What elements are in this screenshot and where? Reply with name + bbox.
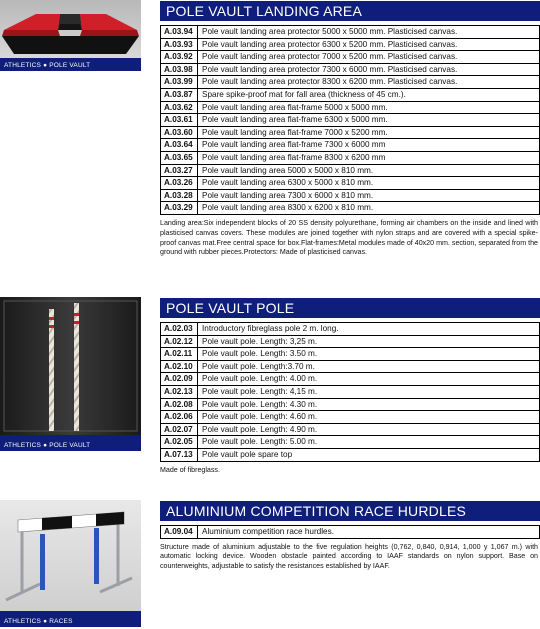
product-code: A.03.65 bbox=[161, 152, 198, 164]
table-row bbox=[160, 126, 540, 140]
category-label: ATHLETICS ● POLE VAULT bbox=[4, 62, 91, 69]
product-code: A.03.60 bbox=[161, 127, 198, 139]
product-code: A.03.26 bbox=[161, 177, 198, 189]
table-row bbox=[160, 525, 540, 539]
table-row bbox=[160, 347, 540, 361]
product-description: Pole vault landing area flat-frame 6300 x 5000 mm. bbox=[202, 115, 388, 125]
product-description: Pole vault landing area flat-frame 7300 x 6000 mm bbox=[202, 140, 386, 150]
product-code: A.03.87 bbox=[161, 89, 198, 101]
table-row bbox=[160, 423, 540, 437]
product-code: A.03.93 bbox=[161, 39, 198, 51]
product-description: Pole vault pole. Length: 5.00 m. bbox=[202, 437, 318, 447]
product-description: Pole vault landing area 7300 x 6000 x 810 mm. bbox=[202, 190, 374, 200]
table-row bbox=[160, 322, 540, 336]
product-table bbox=[160, 25, 540, 215]
product-description: Pole vault landing area 8300 x 6200 x 810 mm. bbox=[202, 203, 374, 213]
section-note: Made of fibreglass. bbox=[160, 465, 220, 474]
product-description: Pole vault landing area protector 7000 x 5200 mm. Plasticised canvas. bbox=[202, 52, 458, 62]
product-code: A.09.04 bbox=[161, 526, 198, 538]
product-description: Aluminium competition race hurdles. bbox=[202, 527, 334, 536]
product-description: Pole vault pole. Length:3.70 m. bbox=[202, 361, 315, 371]
table-row bbox=[160, 398, 540, 412]
table-row bbox=[160, 113, 540, 127]
product-code: A.03.64 bbox=[161, 139, 198, 151]
product-description: Pole vault pole spare top bbox=[202, 449, 293, 459]
pole-section bbox=[160, 298, 540, 475]
product-table bbox=[160, 322, 540, 462]
product-code: A.02.03 bbox=[161, 323, 198, 335]
product-description: Introductory fibreglass pole 2 m. long. bbox=[202, 324, 339, 333]
product-code: A.07.13 bbox=[161, 449, 198, 461]
product-description: Pole vault landing area 6300 x 5000 x 810 mm. bbox=[202, 178, 374, 188]
hurdles-section bbox=[160, 501, 540, 572]
product-code: A.03.92 bbox=[161, 51, 198, 63]
hurdles-photo bbox=[0, 500, 141, 611]
product-description: Pole vault pole. Length: 4.00 m. bbox=[202, 374, 318, 384]
product-description: Spare spike-proof mat for fall area (thickness of 45 cm.). bbox=[202, 89, 406, 99]
pole-photo-panel bbox=[0, 297, 141, 451]
table-row bbox=[160, 63, 540, 77]
category-label: ATHLETICS ● RACES bbox=[4, 618, 73, 625]
table-row bbox=[160, 101, 540, 115]
product-description: Pole vault landing area protector 7300 x 6000 mm. Plasticised canvas. bbox=[202, 64, 458, 74]
table-row bbox=[160, 372, 540, 386]
product-description: Pole vault pole. Length: 4,15 m. bbox=[202, 386, 318, 396]
section-title: POLE VAULT LANDING AREA bbox=[160, 1, 540, 21]
landing-area-photo-panel bbox=[0, 0, 141, 71]
product-code: A.02.08 bbox=[161, 399, 198, 411]
product-code: A.02.09 bbox=[161, 373, 198, 385]
product-code: A.03.28 bbox=[161, 190, 198, 202]
table-row bbox=[160, 138, 540, 152]
product-code: A.02.12 bbox=[161, 336, 198, 348]
table-row bbox=[160, 176, 540, 190]
section-title: ALUMINIUM COMPETITION RACE HURDLES bbox=[160, 501, 540, 521]
product-description: Pole vault landing area protector 8300 x 6200 mm. Plasticised canvas. bbox=[202, 77, 458, 87]
product-code: A.03.27 bbox=[161, 165, 198, 177]
table-row bbox=[160, 448, 540, 462]
product-description: Pole vault landing area flat-frame 5000 x 5000 mm. bbox=[202, 102, 388, 112]
product-code: A.03.94 bbox=[161, 26, 198, 38]
product-code: A.03.98 bbox=[161, 64, 198, 76]
product-code: A.02.06 bbox=[161, 411, 198, 423]
table-row bbox=[160, 50, 540, 64]
product-description: Pole vault landing area protector 5000 x 5000 mm. Plasticised canvas. bbox=[202, 27, 458, 36]
table-row bbox=[160, 385, 540, 399]
table-row bbox=[160, 360, 540, 374]
product-code: A.03.61 bbox=[161, 114, 198, 126]
category-label: ATHLETICS ● POLE VAULT bbox=[4, 442, 91, 449]
product-code: A.02.07 bbox=[161, 424, 198, 436]
table-row bbox=[160, 435, 540, 449]
product-description: Pole vault pole. Length: 4.30 m. bbox=[202, 399, 318, 409]
product-description: Pole vault landing area flat-frame 8300 x 6200 mm bbox=[202, 152, 386, 162]
table-row bbox=[160, 38, 540, 52]
table-row bbox=[160, 189, 540, 203]
product-description: Pole vault pole. Length: 4.60 m. bbox=[202, 412, 318, 422]
product-description: Pole vault landing area protector 6300 x 5200 mm. Plasticised canvas. bbox=[202, 39, 458, 49]
table-row bbox=[160, 88, 540, 102]
section-note: Structure made of aluminium adjustable to the five regulation heights (0,762, 0,840, 0,914, 1,000 y 1,067 m.) with automatic locking device. Wooden obstacle painted according to IAAF standards on nylon support. Base on counterweights, adjustable to satisfy the resistances established by IAAF. bbox=[160, 542, 538, 571]
landing-area-photo bbox=[0, 0, 141, 58]
hurdles-photo-panel bbox=[0, 500, 141, 627]
product-table bbox=[160, 525, 540, 539]
product-code: A.03.29 bbox=[161, 202, 198, 214]
table-row bbox=[160, 75, 540, 89]
product-code: A.02.13 bbox=[161, 386, 198, 398]
product-code: A.03.99 bbox=[161, 76, 198, 88]
section-note: Landing area:Six independent blocks of 20 SS density polyurethane, forming air chambers on the inside and lined with plasticised canvas covers. These modules are joined together with nylon straps and are covered with a special spike-proof canvas mat.Free central space for box.Flat-frames:Metal modules made of 40x20 mm. section, separated from the ground with rubber pieces.Protectors: Made of plasticised canvas. bbox=[160, 218, 538, 257]
product-description: Pole vault landing area 5000 x 5000 x 810 mm. bbox=[202, 165, 374, 175]
product-code: A.02.11 bbox=[161, 348, 198, 360]
landing-area-section bbox=[160, 1, 540, 258]
product-description: Pole vault pole. Length: 3.50 m. bbox=[202, 349, 318, 359]
product-code: A.02.10 bbox=[161, 361, 198, 373]
section-title: POLE VAULT POLE bbox=[160, 298, 540, 318]
pole-photo bbox=[0, 297, 141, 435]
product-code: A.03.62 bbox=[161, 102, 198, 114]
product-description: Pole vault pole. Length: 4.90 m. bbox=[202, 424, 318, 434]
table-row bbox=[160, 201, 540, 215]
table-row bbox=[160, 151, 540, 165]
table-row bbox=[160, 164, 540, 178]
table-row bbox=[160, 25, 540, 39]
product-description: Pole vault landing area flat-frame 7000 x 5200 mm. bbox=[202, 127, 388, 137]
product-code: A.02.05 bbox=[161, 436, 198, 448]
table-row bbox=[160, 410, 540, 424]
table-row bbox=[160, 335, 540, 349]
product-description: Pole vault pole. Length: 3,25 m. bbox=[202, 336, 318, 346]
